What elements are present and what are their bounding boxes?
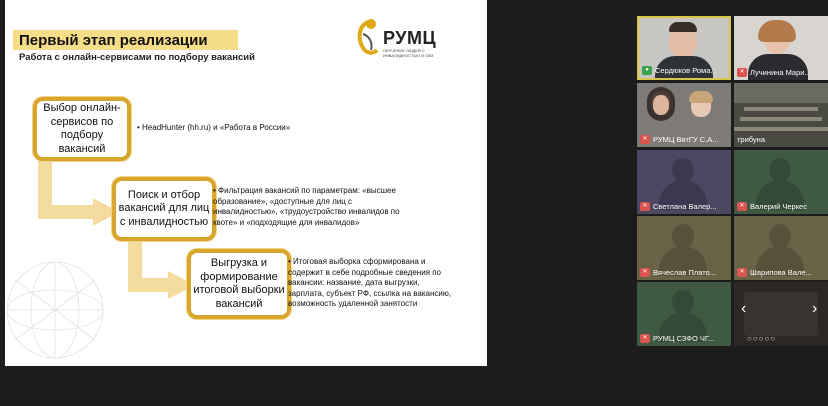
globe-decoration [5,240,145,366]
participant-tile[interactable] [637,282,731,346]
step-3-note: • Итоговая выборка сформирована и содержит в себе подробные сведения по вакансии: название, дата выгрузки, зарплата, субъект РФ, ссылка на вакансию, возможность удаленной занятости [288,257,452,308]
participant-label [737,135,826,144]
participant-name: Валерий Черкес [750,202,807,211]
participant-label [640,202,729,211]
slide-subtitle: Работа с онлайн-сервисами по подбору вакансий [19,52,255,63]
participant-name: РУМЦ СЗФО ЧГ... [653,334,715,343]
participant-tile[interactable] [734,216,828,280]
step-2-box [112,177,216,241]
participant-name: Шарипова Вале... [750,268,812,277]
presentation-slide [5,0,487,366]
participant-tile[interactable] [637,150,731,214]
participant-label [737,68,826,77]
microphone-muted-icon: ✕ [640,334,650,343]
participant-tile[interactable] [734,16,828,80]
participant-label [640,334,729,343]
microphone-muted-icon: ✕ [737,68,747,77]
step-3-box [187,249,291,319]
participant-tile[interactable] [637,83,731,147]
step-1-label: Выбор онлайн-сервисов по подбору вакансий [43,102,121,155]
participant-tile[interactable] [734,150,828,214]
next-page-button[interactable]: › [812,300,818,317]
participant-label [642,66,727,75]
participant-name: Лучинина Мари... [750,68,811,77]
step-2-label: Поиск и отбор вакансий для лиц с инвалидностью [118,188,210,228]
prev-page-button[interactable]: ‹ [741,300,747,317]
participant-name: Светлана Валер... [653,202,717,211]
participant-name: трибуна [737,135,765,144]
step-3-label: Выгрузка и формирование итоговой выборки вакансий [193,257,285,310]
participant-label [640,268,729,277]
microphone-muted-icon: ✕ [737,202,747,211]
participant-tile[interactable] [734,83,828,147]
participant-tile[interactable] [637,216,731,280]
microphone-muted-icon: ✕ [640,202,650,211]
step-2-note: • Фильтрация вакансий по параметрам: «высшее образование», «доступные для лиц с инвалидностью», «трудоустройство инвалидов по квоте» и «подходящие для инвалидов» [213,186,400,227]
microphone-muted-icon: ✕ [640,135,650,144]
participant-label [737,202,826,211]
page-indicator: ○○○○○ [747,334,777,343]
participant-label [737,268,826,277]
logo-name: РУМЦ [383,28,437,48]
participant-tile[interactable] [637,16,731,80]
microphone-muted-icon: ✕ [640,268,650,277]
logo-tagline: ОБУЧЕНИЕ ЛЮДЕЙ С ИНВАЛИДНОСТЬЮ И ОВЗ [383,48,434,58]
microphone-on-icon: ● [642,66,652,75]
participant-name: Сердюков Рома... [655,66,717,75]
participant-grid [637,16,828,350]
participant-name: Вячеслав Плато... [653,268,716,277]
microphone-muted-icon: ✕ [737,268,747,277]
participant-name: РУМЦ ВятГУ С.А... [653,135,719,144]
slide-title: Первый этап реализации [19,32,208,49]
step-1-note: • HeadHunter (hh.ru) и «Работа в России» [137,123,291,132]
step-1-box [33,97,131,161]
participant-label [640,135,729,144]
